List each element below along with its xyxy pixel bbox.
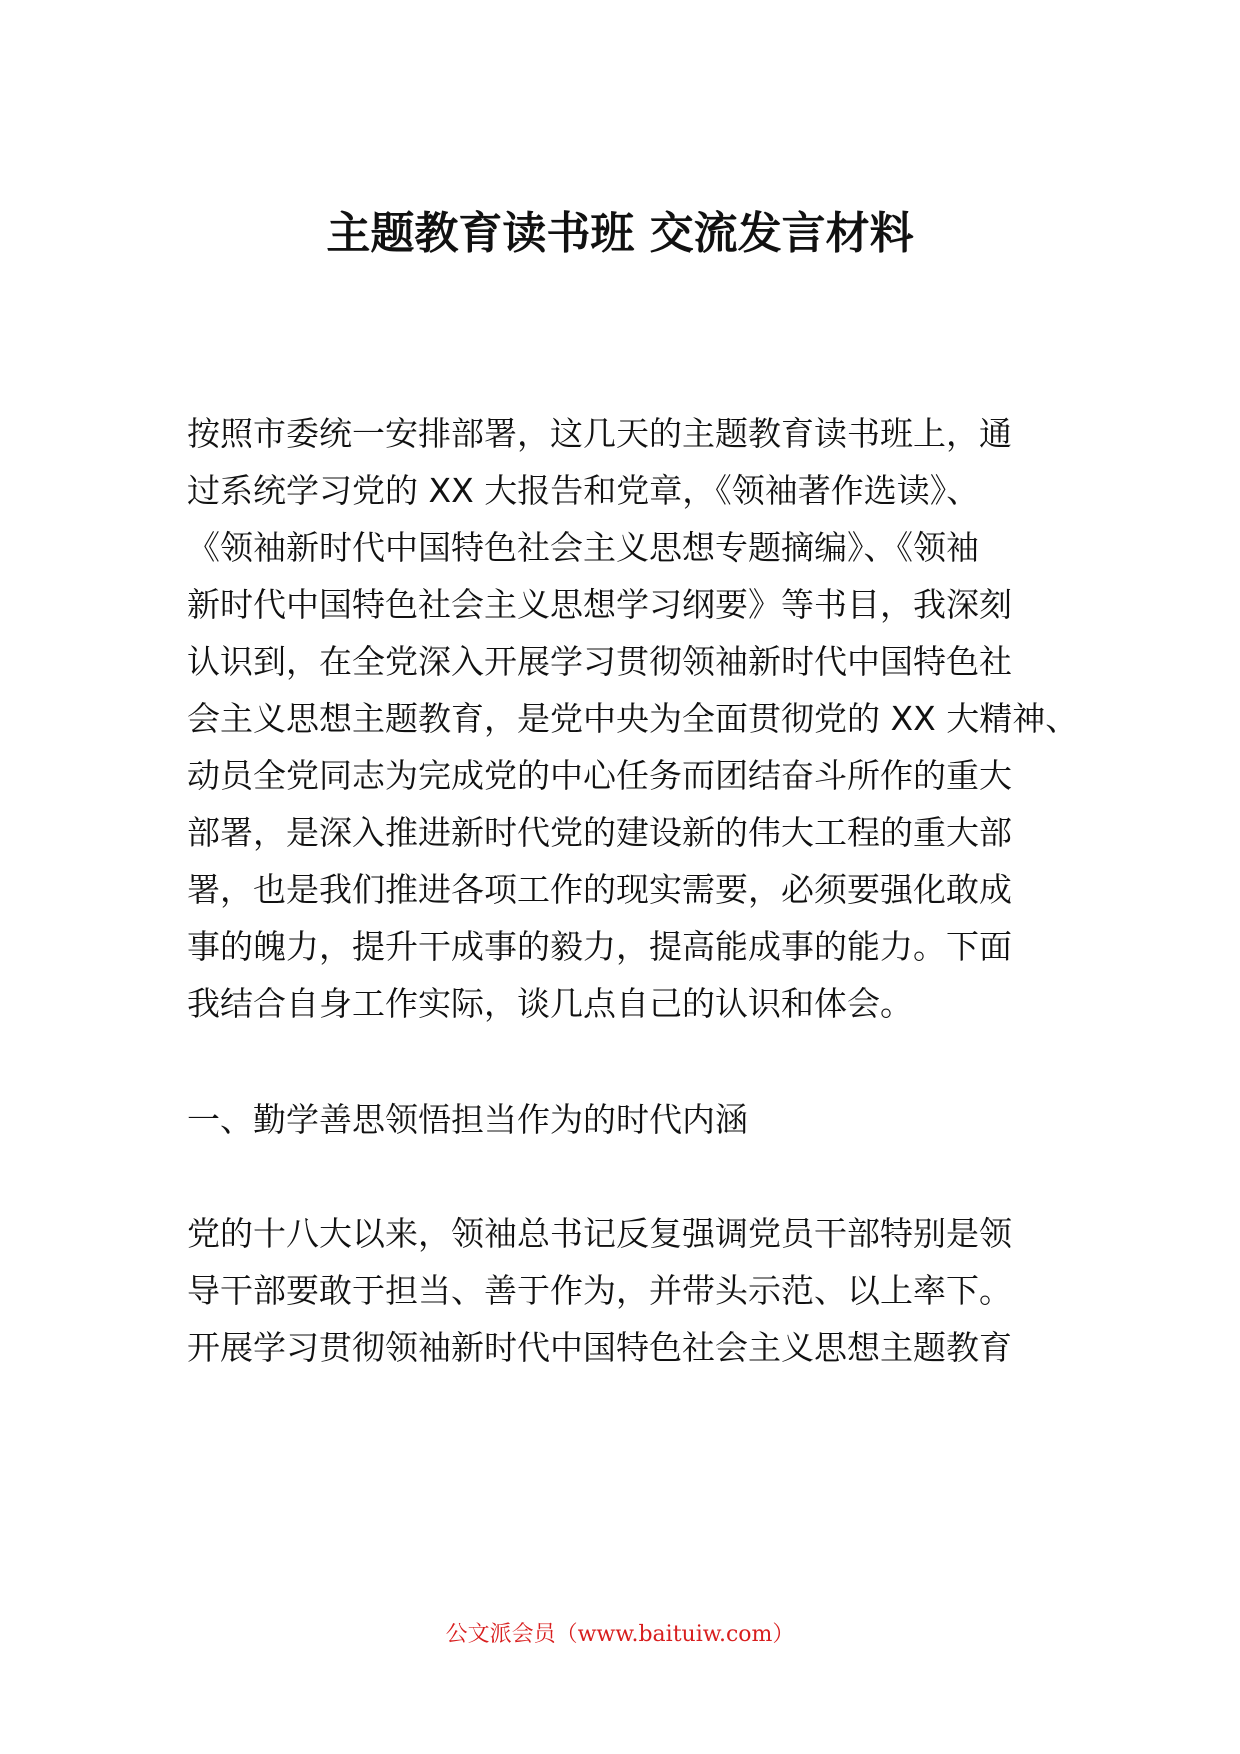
paragraph-2-line-2: 导干部要敢于担当、善于作为，并带头示范、以上率下。 (187, 1271, 1012, 1310)
paragraph-1-line-8: 部署，是深入推进新时代党的建设新的伟大工程的重大部 (187, 813, 1012, 852)
paragraph-1-line-9: 署，也是我们推进各项工作的现实需要，必须要强化敢成 (187, 870, 1012, 909)
paragraph-1-line-4: 新时代中国特色社会主义思想学习纲要》等书目，我深刻 (187, 585, 1012, 624)
document-title: 主题教育读书班 交流发言材料 (326, 208, 914, 259)
paragraph-1-line-6: 会主义思想主题教育，是党中央为全面贯彻党的 XX 大精神、 (187, 699, 1079, 738)
footer-watermark-link[interactable]: 公文派会员（www.baituiw.com） (445, 1622, 795, 1647)
section-1-heading: 一、勤学善思领悟担当作为的时代内涵 (187, 1100, 748, 1139)
paragraph-1-line-11: 我结合自身工作实际，谈几点自己的认识和体会。 (187, 984, 913, 1023)
paragraph-1-line-7: 动员全党同志为完成党的中心任务而团结奋斗所作的重大 (187, 756, 1012, 795)
paragraph-1-line-3: 《领袖新时代中国特色社会主义思想专题摘编》、《领袖 (187, 528, 979, 567)
paragraph-1-line-2: 过系统学习党的 XX 大报告和党章，《领袖著作选读》、 (187, 471, 980, 510)
paragraph-2-line-1: 党的十八大以来，领袖总书记反复强调党员干部特别是领 (187, 1214, 1012, 1253)
paragraph-1-line-1: 按照市委统一安排部署，这几天的主题教育读书班上，通 (187, 414, 1012, 453)
paragraph-1-line-5: 认识到，在全党深入开展学习贯彻领袖新时代中国特色社 (187, 642, 1012, 681)
paragraph-2-line-3: 开展学习贯彻领袖新时代中国特色社会主义思想主题教育 (187, 1328, 1012, 1367)
paragraph-1-line-10: 事的魄力，提升干成事的毅力，提高能成事的能力。下面 (187, 927, 1012, 966)
